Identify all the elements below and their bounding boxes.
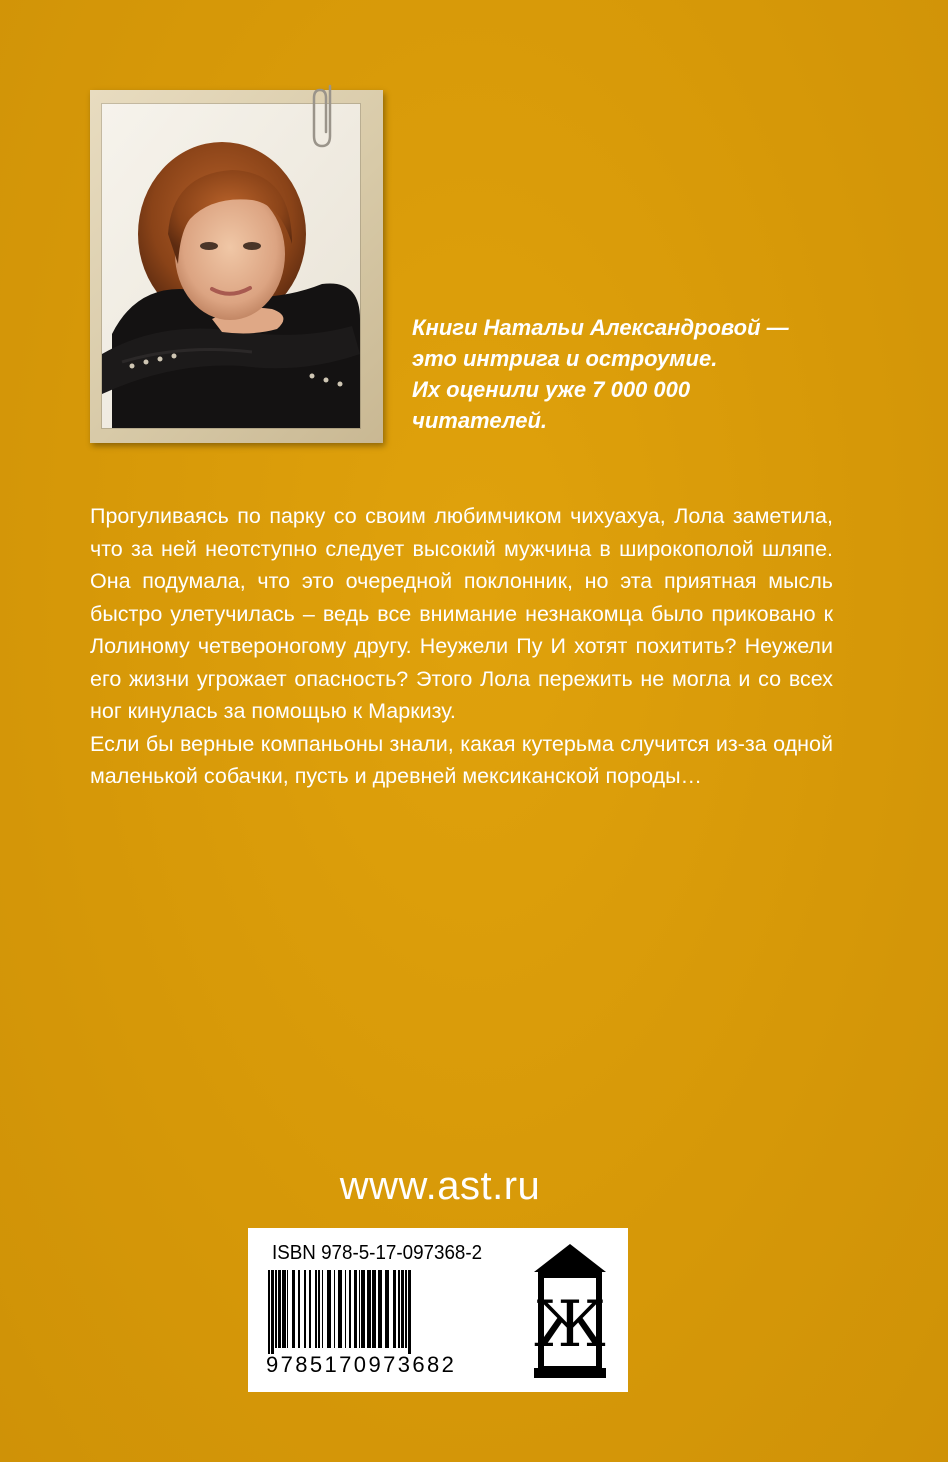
barcode-bar [401,1270,404,1348]
barcode-bar [298,1270,300,1348]
barcode-bar [398,1270,400,1348]
barcode-bar [354,1270,357,1348]
barcode-digits: 9785170973682 [266,1352,457,1377]
lantern-icon [530,1242,610,1380]
barcode-bar [287,1270,288,1348]
description-paragraph: Если бы верные компаньоны знали, какая кутерьма случится из-за одной маленькой собачки, пусть и древней мексиканской породы… [90,731,833,788]
publisher-url[interactable]: www.ast.ru [339,1164,541,1208]
barcode-bar [275,1270,277,1348]
book-description [90,500,833,793]
barcode-bar [359,1270,360,1348]
barcode-bar [322,1270,323,1348]
barcode-bar [405,1270,407,1348]
barcode-bar [278,1270,281,1348]
barcode-bar [408,1270,411,1354]
blurb-line: читателей. [412,408,548,433]
barcode-bar [349,1270,351,1348]
barcode-bar [378,1270,382,1348]
barcode-bar [268,1270,270,1354]
barcode-icon [268,1270,523,1354]
author-blurb [412,312,852,436]
barcode-bar [282,1270,286,1348]
barcode-bar [327,1270,331,1348]
barcode-bar [292,1270,295,1348]
barcode-bar [304,1270,306,1348]
publisher-logo-letter: Ж [534,1288,606,1362]
barcode-bar [318,1270,320,1348]
barcode-bar [271,1270,274,1354]
description-paragraph: Прогуливаясь по парку со своим любимчиком чихуахуа, Лола заметила, что за ней неотступно следует высокий мужчина в широкополой шляпе. Она подумала, что это очередной поклонник, но эта приятная мысль быстро улетучилась – ведь все внимание незнакомца было приковано к Лолиному четвероногому другу. Неужели Пу И хотят похитить? Неужели его жизни угрожает опасность? Этого Лола пережить не могла и со всех ног кинулась за помощью к Маркизу. [90,504,833,723]
barcode-bar [372,1270,376,1348]
barcode-panel [248,1228,628,1392]
barcode-bar [315,1270,317,1348]
blurb-line: Книги Натальи Александровой — [412,315,789,340]
barcode-bar [338,1270,342,1348]
paperclip-icon [312,84,342,154]
author-photo-card [90,90,383,443]
barcode-bar [334,1270,335,1348]
barcode-bar [309,1270,311,1348]
blurb-line: это интрига и остроумие. [412,346,718,371]
barcode-bar [385,1270,389,1348]
barcode-bar [345,1270,346,1348]
barcode-bar [393,1270,396,1348]
isbn-label: ISBN 978-5-17-097368-2 [272,1242,483,1264]
blurb-line: Их оценили уже 7 000 000 [412,377,691,402]
barcode-bar [361,1270,365,1348]
barcode-bar [367,1270,371,1348]
